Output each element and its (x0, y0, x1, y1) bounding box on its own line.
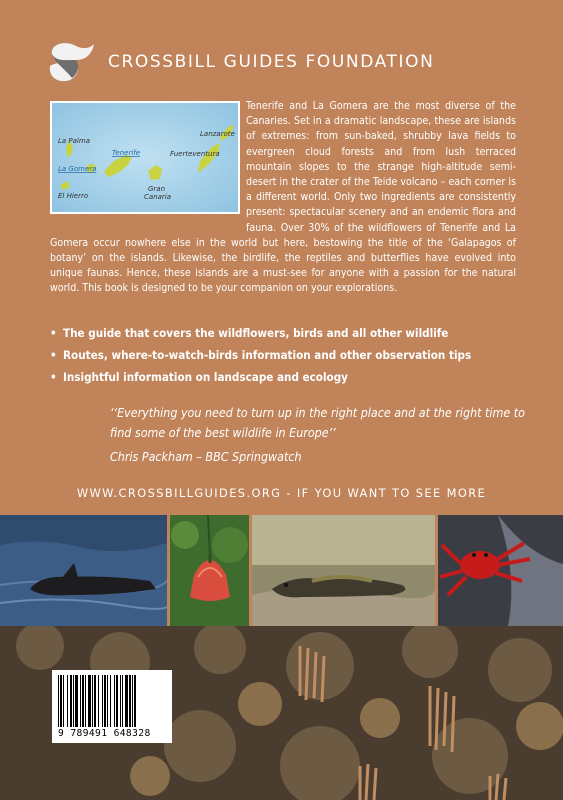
red-crab-photo (438, 515, 563, 626)
bellflower-photo (170, 515, 249, 626)
lizard-photo (252, 515, 435, 626)
feature-item: • Routes, where-to-watch-birds information and other observation tips (50, 344, 540, 366)
map-label-la-palma: La Palma (58, 137, 90, 145)
map-label-el-hierro: El Hierro (58, 192, 89, 200)
website-url: WWW.CROSSBILLGUIDES.ORG - IF YOU WANT TO SEE MORE (76, 486, 487, 500)
publisher-header (46, 38, 434, 86)
isbn-number: 9 789491 648328 (58, 728, 151, 739)
map-label-gran-canaria: Gran Canaria (144, 185, 172, 201)
pilot-whale-photo (0, 515, 167, 626)
publisher-name: CROSSBILL GUIDES FOUNDATION (108, 52, 435, 72)
map-label-tenerife: Tenerife (112, 149, 141, 157)
feature-item: • The guide that covers the wildflowers, birds and all other wildlife (50, 322, 540, 344)
feature-item: • Insightful information on landscape and ecology (50, 366, 540, 388)
quote-author: Chris Packham – BBC Springwatch (110, 449, 302, 464)
map-label-la-gomera: La Gomera (58, 165, 97, 173)
intro-text: Tenerife and La Gomera are the most diverse of the Canaries. Set in a dramatic landscape, these are islands of extremes: from sun-baked, shrubby lava fields to evergreen cloud forests and from lush terraced mountain slopes to the strange high-altitude semi-desert in the crater of the Teide volcano – each corner is a different world. Only two ingredients are consistently present: spectacular scenery and an endemic flora and fauna. Over 30% of the wildflowers of Tenerife and La Gomera occur nowhere else in the world but here, bestowing the title of the ‘Galapagos of botany’ on the islands. Likewise, the birdlife, the reptiles and butterflies have evolved into unique faunas. Hence, these islands are a must-see for anyone with a passion for the natural world. This book is designed to be your companion on your explorations. (50, 100, 516, 295)
photo-strip (0, 515, 563, 626)
map-label-lanzarote: Lanzarote (200, 130, 235, 138)
isbn-barcode (52, 670, 172, 743)
feature-list (50, 322, 540, 388)
map-label-fuerteventura: Fuerteventura (170, 150, 220, 158)
intro-paragraph (50, 99, 516, 297)
quote-text: ‘‘Everything you need to turn up in the right place and at the right time to find some of the best wildlife in Europe’’ (110, 405, 525, 440)
testimonial (110, 403, 530, 467)
crossbill-logo-icon (46, 38, 96, 86)
barcode-bars (58, 675, 166, 727)
